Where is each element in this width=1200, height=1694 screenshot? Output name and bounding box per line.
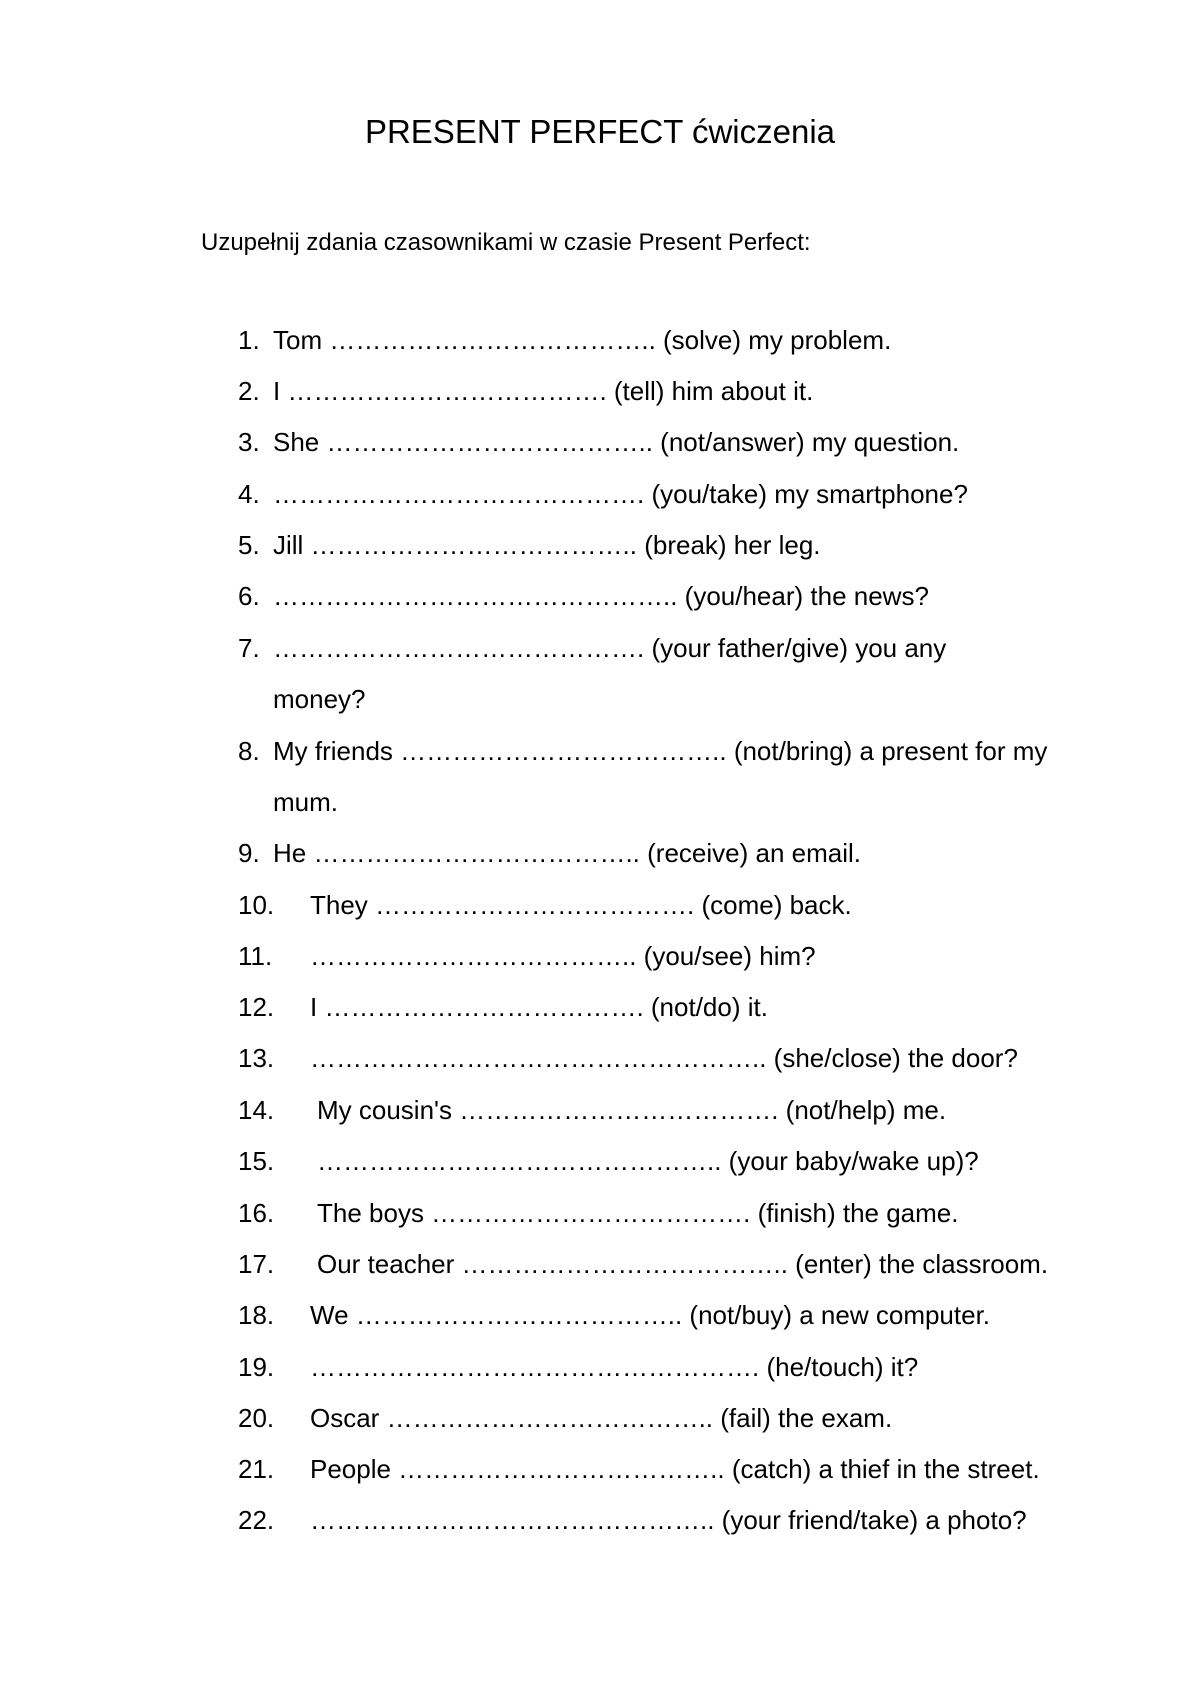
exercise-text: money? [273,684,366,714]
exercise-number: 18. [238,1300,275,1330]
exercise-text: ……………………………………. (you/take) my smartphone? [273,479,968,509]
exercise-text: She ……………………………….. (not/answer) my question. [273,427,960,457]
exercise-number: 16. [238,1198,275,1228]
exercise-text: Oscar ……………………………….. (fail) the exam. [310,1403,893,1433]
exercise-number: 6. [238,581,260,611]
exercise-text: They ………………………………. (come) back. [310,890,852,920]
exercise-number: 8. [238,736,260,766]
exercise-number: 19. [238,1352,275,1382]
exercise-text: ……………………………….. (you/see) him? [310,941,816,971]
exercise-text: Our teacher ……………………………….. (enter) the classroom. [317,1249,1049,1279]
exercise-number: 1. [238,325,260,355]
exercise-text: People ……………………………….. (catch) a thief in the street. [310,1454,1040,1484]
exercise-number: 21. [238,1454,275,1484]
exercise-number: 22. [238,1505,275,1535]
exercise-text: My cousin's ………………………………. (not/help) me. [317,1095,947,1125]
exercise-number: 14. [238,1095,275,1125]
exercise-text: …………………………………………….. (she/close) the door? [310,1043,1018,1073]
exercise-text: Tom ……………………………….. (solve) my problem. [273,325,892,355]
exercise-text: Jill ……………………………….. (break) her leg. [273,530,821,560]
exercise-number: 17. [238,1249,275,1279]
exercise-text: We ……………………………….. (not/buy) a new computer. [310,1300,991,1330]
exercise-text: ……………………………………………. (he/touch) it? [310,1352,919,1382]
exercise-number: 2. [238,376,260,406]
exercise-number: 5. [238,530,260,560]
exercise-text: ……………………………………….. (your friend/take) a photo? [310,1505,1027,1535]
exercise-number: 7. [238,633,260,663]
exercise-text: The boys ………………………………. (finish) the game. [317,1198,959,1228]
exercise-number: 10. [238,890,275,920]
exercise-text: ……………………………………….. (your baby/wake up)? [317,1146,979,1176]
exercise-number: 12. [238,992,275,1022]
exercise-text: My friends ……………………………….. (not/bring) a present for my [273,736,1048,766]
exercise-number: 20. [238,1403,275,1433]
instruction-text: Uzupełnij zdania czasownikami w czasie Present Perfect: [201,229,811,256]
exercise-number: 4. [238,479,260,509]
exercise-number: 9. [238,838,260,868]
exercise-text: ……………………………………….. (you/hear) the news? [273,581,929,611]
exercise-text: I ………………………………. (tell) him about it. [273,376,814,406]
exercise-text: ……………………………………. (your father/give) you any [273,633,947,663]
exercise-number: 11. [238,941,273,971]
exercise-number: 13. [238,1043,275,1073]
exercise-number: 15. [238,1146,275,1176]
exercise-text: He ……………………………….. (receive) an email. [273,838,861,868]
exercise-text: mum. [273,787,338,817]
exercise-text: I ………………………………. (not/do) it. [310,992,768,1022]
page-title: PRESENT PERFECT ćwiczenia [364,113,836,150]
exercise-number: 3. [238,427,260,457]
